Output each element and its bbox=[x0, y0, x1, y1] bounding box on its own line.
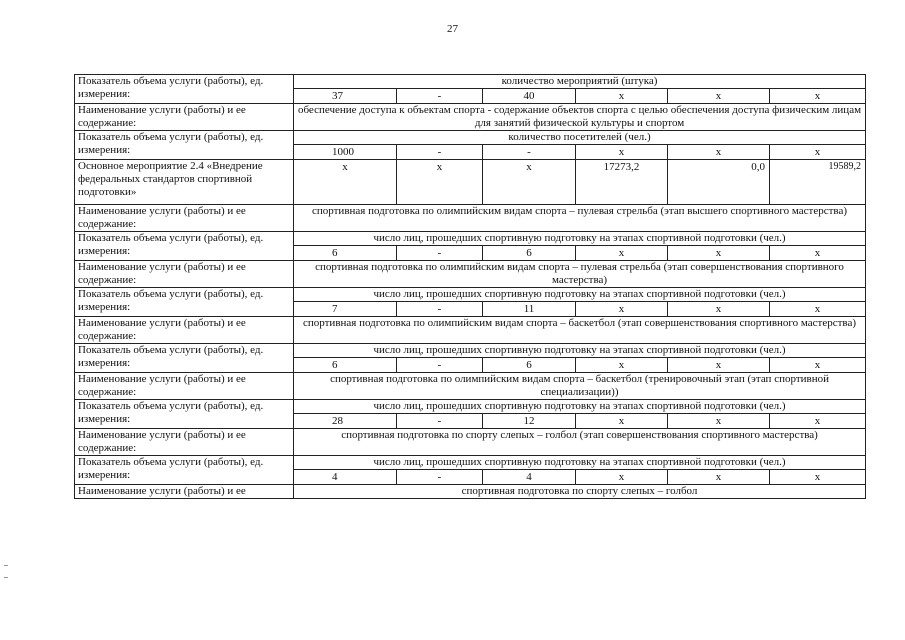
value-cell: х bbox=[576, 246, 668, 261]
indicator-unit: число лиц, прошедших спортивную подготовку на этапах спортивной подготовки (чел.) bbox=[294, 288, 866, 302]
funding-cell: х bbox=[397, 160, 483, 205]
value-cell: х bbox=[668, 470, 770, 485]
value-cell: х bbox=[770, 414, 866, 429]
value-cell: - bbox=[397, 302, 483, 317]
value-cell: х bbox=[770, 302, 866, 317]
row-label: Показатель объема услуги (работы), ед. измерения: bbox=[75, 400, 294, 429]
indicator-unit: число лиц, прошедших спортивную подготовку на этапах спортивной подготовки (чел.) bbox=[294, 344, 866, 358]
row-label: Наименование услуги (работы) и ее содержание: bbox=[75, 205, 294, 232]
row-label: Наименование услуги (работы) и ее bbox=[75, 485, 294, 499]
value-cell: х bbox=[576, 145, 668, 160]
value-cell: х bbox=[770, 89, 866, 104]
funding-cell: 0,0 bbox=[668, 160, 770, 205]
service-row bbox=[75, 205, 866, 232]
row-label: Наименование услуги (работы) и ее содержание: bbox=[75, 104, 294, 131]
value-cell: - bbox=[483, 145, 576, 160]
value-cell: х bbox=[576, 470, 668, 485]
value-cell: 37 bbox=[294, 89, 397, 104]
value-cell: 11 bbox=[483, 302, 576, 317]
service-description: спортивная подготовка по олимпийским видам спорта – баскетбол (этап совершенствования спортивного мастерства) bbox=[294, 317, 866, 344]
service-row bbox=[75, 261, 866, 288]
indicator-unit: количество мероприятий (штука) bbox=[294, 75, 866, 89]
indicator-row bbox=[75, 131, 866, 145]
service-description: спортивная подготовка по олимпийским видам спорта – баскетбол (тренировочный этап (этап спортивной специализации)) bbox=[294, 373, 866, 400]
indicator-unit: число лиц, прошедших спортивную подготовку на этапах спортивной подготовки (чел.) bbox=[294, 400, 866, 414]
funding-cell: х bbox=[483, 160, 576, 205]
value-cell: х bbox=[576, 414, 668, 429]
value-cell: х bbox=[668, 358, 770, 373]
value-cell: 7 bbox=[294, 302, 397, 317]
document-table bbox=[74, 74, 866, 499]
service-description: спортивная подготовка по спорту слепых – голбол (этап совершенствования спортивного мастерства) bbox=[294, 429, 866, 456]
value-cell: х bbox=[770, 145, 866, 160]
indicator-row bbox=[75, 232, 866, 246]
value-cell: х bbox=[668, 89, 770, 104]
value-cell: х bbox=[668, 246, 770, 261]
measure-label: Основное мероприятие 2.4 «Внедрение федеральных стандартов спортивной подготовки» bbox=[75, 160, 294, 205]
value-cell: 4 bbox=[483, 470, 576, 485]
indicator-unit: число лиц, прошедших спортивную подготовку на этапах спортивной подготовки (чел.) bbox=[294, 456, 866, 470]
value-cell: х bbox=[668, 302, 770, 317]
indicator-row bbox=[75, 75, 866, 89]
service-description: спортивная подготовка по спорту слепых – голбол bbox=[294, 485, 866, 499]
service-row bbox=[75, 104, 866, 131]
row-label: Показатель объема услуги (работы), ед. измерения: bbox=[75, 75, 294, 104]
service-description: обеспечение доступа к объектам спорта - содержание объектов спорта с целью обеспечения доступа физическим лицам для занятий физической культуры и спортом bbox=[294, 104, 866, 131]
value-cell: 6 bbox=[294, 358, 397, 373]
row-label: Наименование услуги (работы) и ее содержание: bbox=[75, 317, 294, 344]
value-cell: - bbox=[397, 145, 483, 160]
service-row bbox=[75, 429, 866, 456]
row-label: Наименование услуги (работы) и ее содержание: bbox=[75, 373, 294, 400]
value-cell: х bbox=[770, 358, 866, 373]
value-cell: 12 bbox=[483, 414, 576, 429]
value-cell: х bbox=[576, 89, 668, 104]
value-cell: - bbox=[397, 89, 483, 104]
service-description: спортивная подготовка по олимпийским видам спорта – пулевая стрельба (этап высшего спортивного мастерства) bbox=[294, 205, 866, 232]
indicator-row bbox=[75, 456, 866, 470]
value-cell: 6 bbox=[483, 358, 576, 373]
service-description: спортивная подготовка по олимпийским видам спорта – пулевая стрельба (этап совершенствования спортивного мастерства) bbox=[294, 261, 866, 288]
funding-cell: 19589,2 bbox=[770, 160, 866, 205]
value-cell: - bbox=[397, 470, 483, 485]
row-label: Наименование услуги (работы) и ее содержание: bbox=[75, 261, 294, 288]
indicator-unit: число лиц, прошедших спортивную подготовку на этапах спортивной подготовки (чел.) bbox=[294, 232, 866, 246]
value-cell: 40 bbox=[483, 89, 576, 104]
value-cell: - bbox=[397, 358, 483, 373]
value-cell: х bbox=[576, 358, 668, 373]
value-cell: х bbox=[668, 414, 770, 429]
row-label: Показатель объема услуги (работы), ед. измерения: bbox=[75, 344, 294, 373]
indicator-row bbox=[75, 288, 866, 302]
funding-cell: х bbox=[294, 160, 397, 205]
measure-row bbox=[75, 160, 866, 205]
row-label: Показатель объема услуги (работы), ед. измерения: bbox=[75, 288, 294, 317]
value-cell: 6 bbox=[483, 246, 576, 261]
scan-edge-mark bbox=[4, 565, 8, 566]
value-cell: 6 bbox=[294, 246, 397, 261]
service-row bbox=[75, 317, 866, 344]
value-cell: 28 bbox=[294, 414, 397, 429]
row-label: Показатель объема услуги (работы), ед. измерения: bbox=[75, 456, 294, 485]
value-cell: - bbox=[397, 246, 483, 261]
service-row bbox=[75, 485, 866, 499]
indicator-unit: количество посетителей (чел.) bbox=[294, 131, 866, 145]
scan-edge-mark bbox=[4, 577, 8, 578]
row-label: Показатель объема услуги (работы), ед. измерения: bbox=[75, 232, 294, 261]
value-cell: 4 bbox=[294, 470, 397, 485]
indicator-row bbox=[75, 400, 866, 414]
value-cell: 1000 bbox=[294, 145, 397, 160]
value-cell: - bbox=[397, 414, 483, 429]
page-number: 27 bbox=[447, 23, 458, 35]
row-label: Наименование услуги (работы) и ее содержание: bbox=[75, 429, 294, 456]
value-cell: х bbox=[770, 470, 866, 485]
indicator-row bbox=[75, 344, 866, 358]
value-cell: х bbox=[668, 145, 770, 160]
service-row bbox=[75, 373, 866, 400]
value-cell: х bbox=[770, 246, 866, 261]
value-cell: х bbox=[576, 302, 668, 317]
row-label: Показатель объема услуги (работы), ед. измерения: bbox=[75, 131, 294, 160]
funding-cell: 17273,2 bbox=[576, 160, 668, 205]
